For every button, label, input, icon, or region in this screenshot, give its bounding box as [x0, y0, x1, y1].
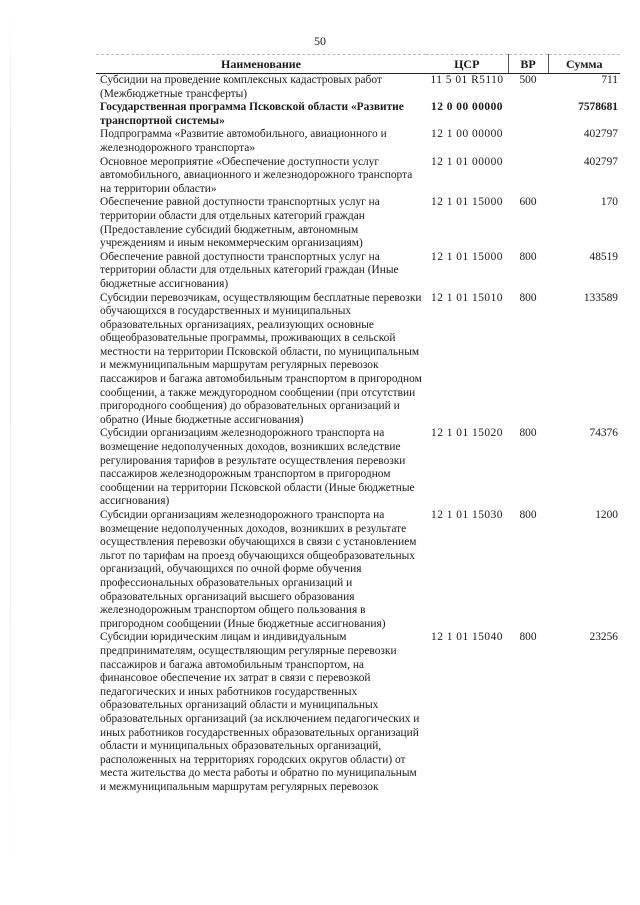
cell-vr: 800	[519, 631, 537, 644]
header-csr: ЦСР	[426, 55, 508, 74]
cell-name: Субсидии на проведение комплексных кадастровых работ (Межбюджетные трансферты)	[100, 74, 382, 100]
cell-name: Обеспечение равной доступности транспортных услуг на территории области для отдельных категорий граждан (Иные бюджетные ассигнования)	[100, 250, 399, 290]
cell-csr: 12 1 01 00000	[431, 155, 503, 168]
cell-name: Субсидии перевозчикам, осуществляющим бесплатные перевозки обучающихся в государственных и муниципальных образовательных организациях, реализующих основные общеобразовательные программы, проживающих в сельской местности на территории Псковской области, по муниципальным и межмуниципальным маршрутам регулярных перевозок пассажиров и багажа автомобильным транспортом в пригородном сообщении, а также междугородном сообщении (при отсутствии пригородного сообщения) до образовательных организаций и обратно (Иные бюджетные ассигнования)	[100, 291, 422, 426]
cell-vr: 500	[519, 74, 537, 86]
cell-name: Субсидии юридическим лицам и индивидуальным предпринимателям, осуществляющим регулярные перевозки пассажиров и багажа автомобильным транспортом, на финансовое обеспечение их затрат в связи с перевозкой педагогических и иных работников государственных образовательных организаций области и муниципальных образовательных организаций (за исключением педагогических и иных работников государственных образовательных организаций области и муниципальных образовательных организаций, расположенных на территориях городских округов области) от места жительства до места работы и обратно по муниципальным и межмуниципальным маршрутам регулярных перевозок	[100, 631, 420, 793]
table-row	[96, 128, 620, 155]
cell-sum: 74376	[589, 427, 618, 440]
header-name: Наименование	[96, 55, 426, 74]
header-sum: Сумма	[548, 55, 620, 74]
cell-sum: 48519	[589, 250, 618, 263]
cell-csr: 12 1 01 15010	[431, 291, 503, 304]
cell-sum: 7578681	[578, 101, 618, 114]
cell-sum: 170	[600, 196, 618, 209]
cell-csr: 12 1 01 15040	[431, 631, 503, 644]
table-row	[96, 196, 620, 250]
cell-csr: 12 1 00 00000	[431, 128, 503, 141]
cell-name: Государственная программа Псковской области «Развитие транспортной системы»	[100, 101, 404, 127]
header-row	[96, 55, 620, 74]
cell-sum: 402797	[583, 155, 618, 168]
cell-csr: 12 0 00 00000	[431, 101, 503, 114]
budget-table	[96, 54, 620, 794]
cell-sum: 711	[601, 74, 618, 86]
table-row	[96, 101, 620, 128]
cell-name: Подпрограмма «Развитие автомобильного, авиационного и железнодорожного транспорта»	[100, 128, 387, 154]
cell-vr: 600	[519, 196, 537, 209]
cell-csr: 11 5 01 R5110	[430, 74, 504, 86]
cell-sum: 1200	[595, 509, 618, 521]
scan-edge	[10, 0, 11, 905]
table-row	[96, 631, 620, 794]
cell-vr: 800	[519, 509, 537, 521]
cell-sum: 133589	[583, 291, 618, 304]
cell-name: Субсидии организациям железнодорожного транспорта на возмещение недополученных доходов, возникших вследствие регулирования тарифов в результате осуществления перевозки пассажиров железнодорожным транспортом в пригородном сообщении на территории Псковской области (Иные бюджетные ассигнования)	[100, 427, 415, 508]
table-header	[96, 55, 620, 74]
cell-vr	[508, 101, 548, 128]
cell-name: Основное мероприятие «Обеспечение доступности услуг автомобильного, авиационного и железнодорожного транспорта на территории области»	[100, 155, 413, 195]
table-row	[96, 292, 620, 428]
table-row	[96, 509, 620, 631]
cell-vr: 800	[519, 427, 537, 440]
cell-name: Субсидии организациям железнодорожного транспорта на возмещение недополученных доходов, возникших в результате осуществления перевозки обучающихся в связи с установлением льгот по тарифам на проезд обучающихся общеобразовательных организаций, обучающихся по очной форме обучения профессиональных образовательных организаций и образовательных организаций высшего образования железнодорожным транспортом общего пользования в пригородном сообщении (Иные бюджетные ассигнования)	[100, 509, 417, 630]
cell-csr: 12 1 01 15020	[431, 427, 503, 440]
table-row	[96, 427, 620, 509]
cell-sum: 23256	[589, 631, 618, 644]
page-number: 50	[314, 34, 326, 48]
table-body	[96, 74, 620, 795]
budget-table-container	[96, 54, 620, 794]
cell-sum: 402797	[583, 128, 618, 141]
cell-vr: 800	[519, 250, 537, 263]
cell-csr: 12 1 01 15030	[431, 509, 503, 521]
table-row	[96, 251, 620, 292]
cell-csr: 12 1 01 15000	[431, 196, 503, 209]
cell-csr: 12 1 01 15000	[431, 250, 503, 263]
cell-vr: 800	[519, 291, 537, 304]
table-row	[96, 74, 620, 102]
cell-name: Обеспечение равной доступности транспортных услуг на территории области для отдельных категорий граждан (Предоставление субсидий бюджетным, автономным учреждениям и иным некоммерческим организациям)	[100, 196, 380, 250]
header-vr: ВР	[508, 55, 548, 74]
cell-vr	[508, 156, 548, 197]
cell-vr	[508, 128, 548, 155]
table-row	[96, 156, 620, 197]
